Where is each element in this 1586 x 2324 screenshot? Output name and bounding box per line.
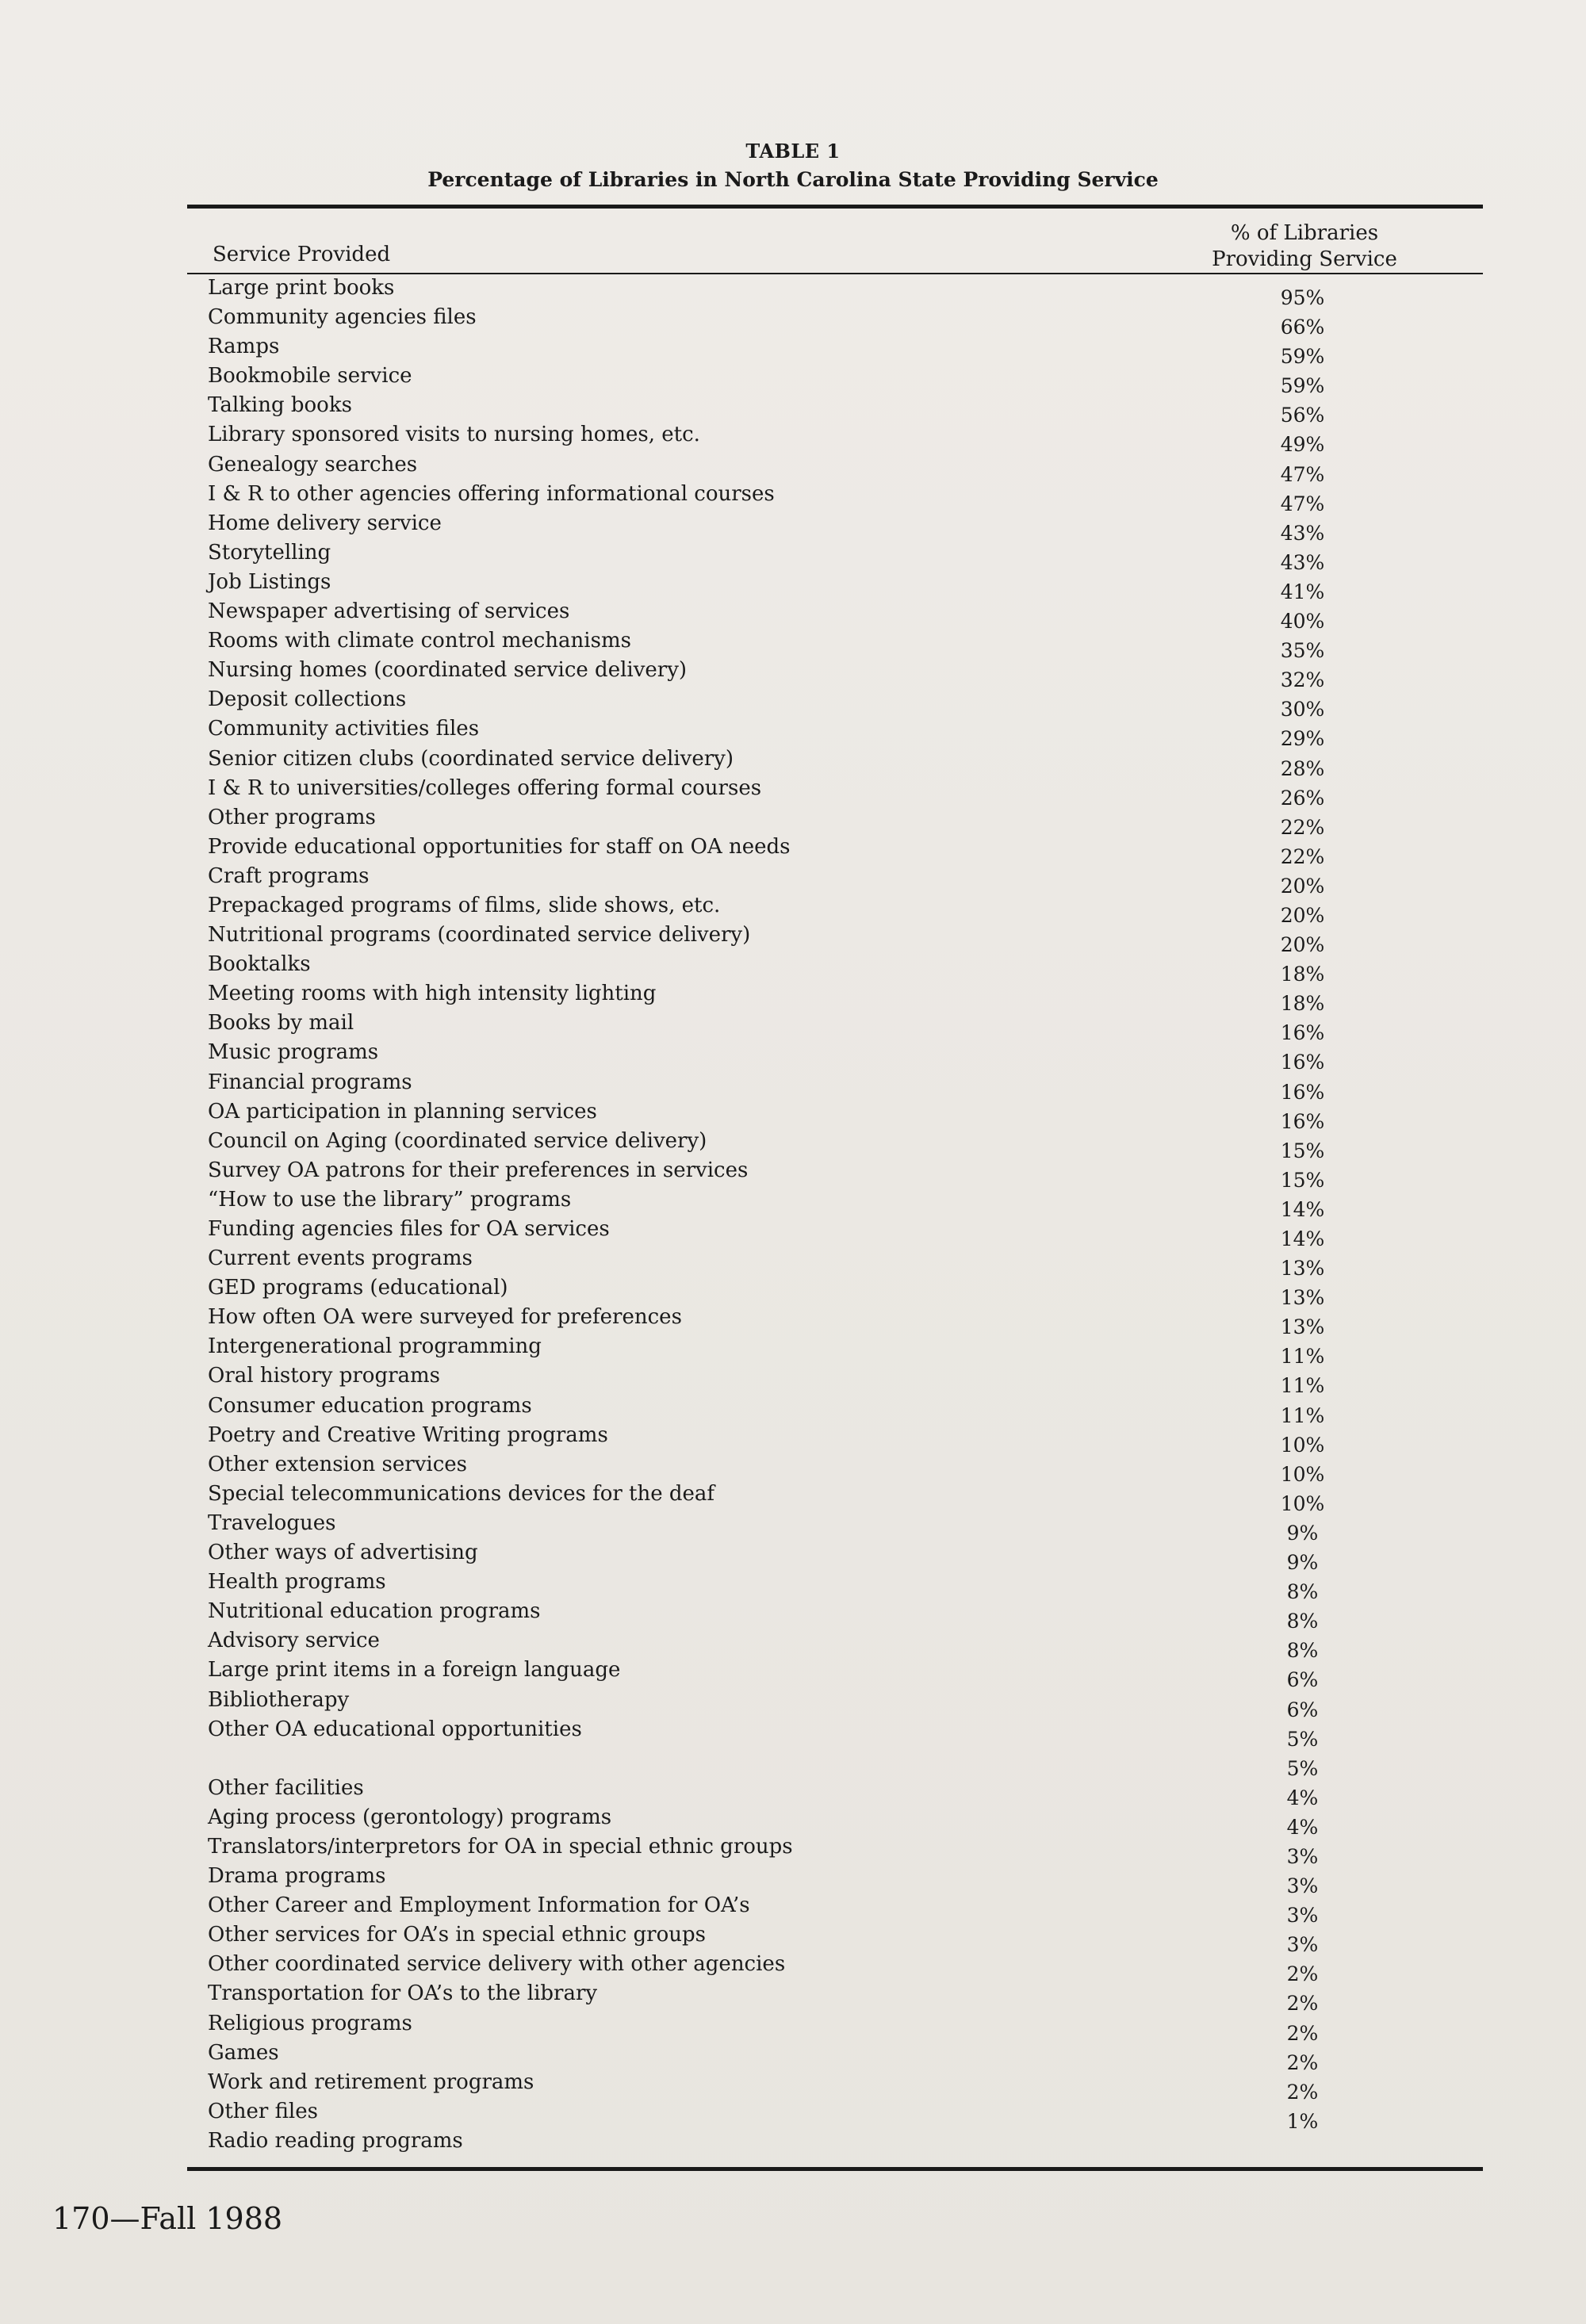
service-percentage: 16% [1280,1080,1325,1104]
service-name: Other Career and Employment Information for OA’s [208,1893,750,1918]
table-row [0,746,1586,780]
table-row [0,511,1586,545]
service-name: Community activities files [208,717,480,741]
service-percentage: 35% [1280,639,1325,663]
service-name: Job Listings [208,569,331,594]
table-row [0,452,1586,486]
table-row [0,1393,1586,1427]
service-name: Council on Aging (coordinated service delivery) [208,1128,707,1153]
service-percentage: 8% [1286,1610,1319,1633]
service-name: Prepackaged programs of films, slide shows, etc. [208,893,721,917]
table-row [0,2099,1586,2133]
table-row [0,952,1586,986]
table-row [0,1717,1586,1751]
service-name: “How to use the library” programs [208,1187,572,1212]
service-percentage: 6% [1286,1668,1319,1692]
column-header-percent [1205,220,1404,273]
table-row [0,2069,1586,2104]
service-name: Games [208,2040,279,2065]
service-percentage: 43% [1280,521,1325,545]
table-row [0,805,1586,839]
table-row [0,1834,1586,1868]
service-percentage: 2% [1286,2021,1319,2045]
service-percentage: 3% [1286,1844,1319,1868]
table-row [0,569,1586,603]
table-row [0,1334,1586,1369]
service-percentage: 5% [1286,1727,1319,1751]
service-percentage: 66% [1280,316,1325,339]
table-row [0,364,1586,398]
table-row [0,923,1586,957]
service-percentage: 20% [1280,903,1325,927]
table-row [0,629,1586,663]
service-percentage: 22% [1280,815,1325,839]
service-percentage: 11% [1280,1374,1325,1398]
service-percentage: 20% [1280,874,1325,898]
service-percentage: 3% [1286,1933,1319,1957]
service-percentage: 40% [1280,610,1325,634]
service-name: Other ways of advertising [208,1541,478,1565]
service-percentage: 16% [1280,1109,1325,1133]
table-row [0,775,1586,810]
service-name: Books by mail [208,1011,354,1036]
service-name: Nutritional education programs [208,1599,541,1624]
service-name: GED programs (educational) [208,1276,508,1300]
table-row [0,717,1586,751]
service-percentage: 9% [1286,1551,1319,1575]
table-row [0,1481,1586,1515]
table-row [0,305,1586,339]
service-name: Provide educational opportunities for staff on OA needs [208,834,791,859]
table-row [0,1658,1586,1692]
table-row [0,1510,1586,1545]
column-header-percent-line1: % of Libraries [1230,221,1379,245]
table-bottom-rule [187,2167,1483,2171]
table-row [0,1629,1586,1663]
service-percentage: 15% [1280,1139,1325,1162]
service-name: Booktalks [208,952,311,977]
service-name: Survey OA patrons for their preferences in services [208,1158,749,1182]
table-row [0,2011,1586,2045]
table-row [0,540,1586,574]
table-row [0,1747,1586,1780]
table-row [0,1923,1586,1957]
service-percentage: 11% [1280,1345,1325,1369]
service-name: I & R to universities/colleges offering formal courses [208,775,762,800]
service-percentage: 18% [1280,963,1325,986]
service-name: Rooms with climate control mechanisms [208,629,631,653]
service-name: Travelogues [208,1510,336,1535]
table-row [0,599,1586,634]
service-percentage: 15% [1280,1168,1325,1192]
table-top-rule [187,205,1483,209]
table-row [0,834,1586,868]
table-row [0,1364,1586,1398]
column-header-service: Service Provided [213,243,391,266]
service-percentage: 4% [1286,1815,1319,1839]
service-name: Genealogy searches [208,452,418,477]
table-row [0,1981,1586,2016]
service-percentage: 95% [1280,286,1325,309]
column-header-percent-line2: Providing Service [1212,247,1397,271]
service-percentage: 59% [1280,374,1325,398]
table-row [0,893,1586,927]
table-row [0,276,1586,309]
service-percentage: 8% [1286,1580,1319,1604]
service-name: Senior citizen clubs (coordinated service delivery) [208,746,734,771]
service-percentage: 2% [1286,1962,1319,1986]
service-name: Large print books [208,276,395,300]
service-percentage: 22% [1280,844,1325,868]
service-name: Advisory service [208,1629,380,1653]
table-row [0,1422,1586,1457]
service-name: Work and retirement programs [208,2069,534,2094]
service-name: Home delivery service [208,511,442,535]
service-percentage: 14% [1280,1197,1325,1221]
table-row [0,1805,1586,1839]
service-percentage: 29% [1280,727,1325,751]
service-percentage: 59% [1280,345,1325,369]
service-percentage: 16% [1280,1021,1325,1045]
table-row [0,1187,1586,1221]
service-name: Poetry and Creative Writing programs [208,1422,608,1447]
header-rule [187,273,1483,274]
table-row [0,1246,1586,1281]
service-percentage: 30% [1280,698,1325,722]
service-percentage: 18% [1280,992,1325,1016]
table-row [0,481,1586,515]
service-percentage: 2% [1286,2080,1319,2104]
table-body [0,276,1586,2158]
service-percentage: 3% [1286,1874,1319,1898]
service-percentage: 5% [1286,1756,1319,1780]
service-name: Ramps [208,335,280,359]
service-percentage: 56% [1280,404,1325,427]
table-row [0,1599,1586,1633]
service-name: Craft programs [208,863,370,888]
service-percentage: 49% [1280,433,1325,457]
service-percentage: 6% [1286,1698,1319,1721]
service-name: Financial programs [208,1070,412,1094]
table-subtitle: Percentage of Libraries in North Carolina State Providing Service [427,168,1159,191]
table-row [0,1570,1586,1604]
service-name: Storytelling [208,540,331,565]
service-name: Translators/interpretors for OA in special ethnic groups [208,1834,793,1859]
table-row [0,1217,1586,1250]
table-row [0,658,1586,692]
service-percentage: 8% [1286,1639,1319,1663]
table-row [0,982,1586,1016]
service-name: OA participation in planning services [208,1099,597,1124]
service-name: Newspaper advertising of services [208,599,570,624]
table-row [0,1070,1586,1104]
table-row [0,1893,1586,1928]
service-name: I & R to other agencies offering informational courses [208,481,775,506]
service-percentage: 9% [1286,1521,1319,1545]
table-row [0,1775,1586,1809]
service-percentage: 10% [1280,1462,1325,1486]
table-row [0,1541,1586,1575]
service-name: Meeting rooms with high intensity lighting [208,982,657,1006]
table-row [0,863,1586,898]
service-percentage: 3% [1286,1904,1319,1928]
service-name: Other facilities [208,1775,364,1800]
service-name: Other files [208,2099,318,2123]
table-row [0,687,1586,722]
service-name: Community agencies files [208,305,477,330]
service-name: Radio reading programs [208,2128,463,2153]
table-row [0,1011,1586,1045]
table-row [0,1128,1586,1162]
service-name: Current events programs [208,1246,473,1271]
table-row [0,1864,1586,1898]
service-percentage: 13% [1280,1315,1325,1339]
table-title: TABLE 1 [745,140,841,163]
service-name: Nutritional programs (coordinated service delivery) [208,923,751,948]
service-name: Oral history programs [208,1364,441,1388]
service-percentage: 10% [1280,1491,1325,1515]
service-name: Funding agencies files for OA services [208,1217,610,1241]
service-percentage: 28% [1280,756,1325,780]
table-row [0,1452,1586,1486]
service-percentage: 13% [1280,1257,1325,1281]
table-row [0,1687,1586,1721]
service-percentage: 2% [1286,2050,1319,2074]
table-row [0,393,1586,427]
service-name: Other programs [208,805,376,829]
table-row [0,1952,1586,1986]
service-name: Drama programs [208,1864,386,1889]
service-name: How often OA were surveyed for preferences [208,1305,682,1330]
page-footer: 170—Fall 1988 [52,2201,283,2236]
service-percentage: 47% [1280,462,1325,486]
service-name: Other extension services [208,1452,467,1476]
service-name: Nursing homes (coordinated service delivery) [208,658,688,683]
service-name: Aging process (gerontology) programs [208,1805,612,1829]
service-name: Bibliotherapy [208,1687,350,1712]
service-percentage: 10% [1280,1433,1325,1457]
service-name: Other services for OA’s in special ethnic groups [208,1923,706,1947]
service-name: Large print items in a foreign language [208,1658,621,1683]
service-percentage: 2% [1286,1992,1319,2016]
table-row [0,2129,1586,2158]
table-row [0,1276,1586,1310]
service-name: Bookmobile service [208,364,412,389]
service-name: Transportation for OA’s to the library [208,1981,598,2006]
table-row [0,423,1586,457]
service-percentage: 13% [1280,1286,1325,1310]
table-row [0,335,1586,369]
service-percentage: 1% [1286,2109,1319,2133]
service-percentage: 26% [1280,786,1325,810]
service-percentage: 11% [1280,1403,1325,1427]
service-name: Consumer education programs [208,1393,532,1418]
service-name: Music programs [208,1040,379,1065]
service-percentage: 16% [1280,1051,1325,1074]
service-percentage: 41% [1280,580,1325,603]
service-name: Library sponsored visits to nursing homes, etc. [208,423,700,447]
service-name: Other coordinated service delivery with other agencies [208,1952,786,1977]
table-row [0,2040,1586,2074]
table-row [0,1158,1586,1192]
table-row [0,1099,1586,1133]
service-percentage: 32% [1280,668,1325,692]
service-name: Religious programs [208,2011,412,2035]
service-percentage: 4% [1286,1786,1319,1809]
service-percentage: 43% [1280,550,1325,574]
service-name: Other OA educational opportunities [208,1717,582,1741]
service-name: Deposit collections [208,687,407,712]
service-name: Intergenerational programming [208,1334,542,1359]
service-percentage: 14% [1280,1227,1325,1250]
service-percentage: 20% [1280,933,1325,957]
service-name: Special telecommunications devices for the deaf [208,1481,715,1506]
service-name: Health programs [208,1570,386,1595]
service-name: Talking books [208,393,352,418]
table-row [0,1040,1586,1074]
table-row [0,1305,1586,1339]
service-percentage: 47% [1280,492,1325,515]
